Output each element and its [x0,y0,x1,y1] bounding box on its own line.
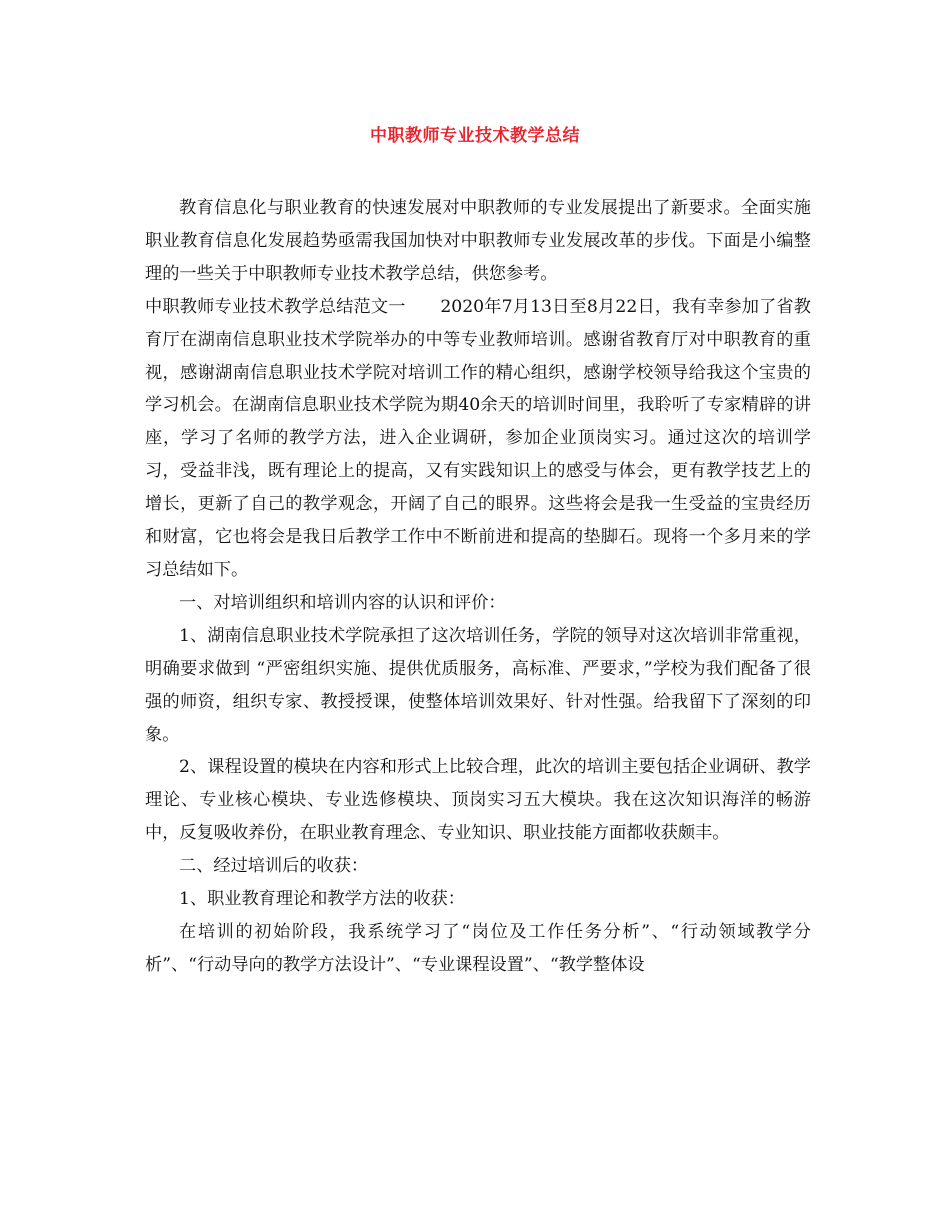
document-body [145,192,811,982]
paragraph-intro: 教育信息化与职业教育的快速发展对中职教师的专业发展提出了新要求。全面实施职业教育信息化发展趋势亟需我国加快对中职教师专业发展改革的步伐。下面是小编整理的一些关于中职教师专业技术教学总结，供您参考。 [145,198,811,284]
paragraph-point-one: 1、湖南信息职业技术学院承担了这次培训任务，学院的领导对这次培训非常重视，明确要求做到 “严密组织实施、提供优质服务，高标准、严要求，”学校为我们配备了很强的师资，组织专家、教授授课，使整体培训效果好、针对性强。给我留下了深刻的印象。 [145,625,811,745]
paragraph-training-start: 在培训的初始阶段，我系统学习了“岗位及工作任务分析”、“行动领域教学分析”、“行动导向的教学方法设计”、“专业课程设置”、“教学整体设 [145,921,811,975]
section-heading-two: 二、经过培训后的收获： [179,856,369,877]
document-title: 中职教师专业技术教学总结 [370,126,580,146]
paragraph-sample-one: 中职教师专业技术教学总结范文一 2020年7月13日至8月22日，我有幸参加了省教育厅在湖南信息职业技术学院举办的中等专业教师培训。感谢省教育厅对中职教育的重视，感谢湖南信息职业技术学院对培训工作的精心组织，感谢学校领导给我这个宝贵的学习机会。在湖南信息职业技术学院为期40余天的培训时间里，我聆听了专家精辟的讲座，学习了名师的教学方法，进入企业调研，参加企业顶岗实习。通过这次的培训学习，受益非浅，既有理论上的提高，又有实践知识上的感受与体会，更有教学技艺上的增长，更新了自己的教学观念，开阔了自己的眼界。这些将会是我一生受益的宝贵经历和财富，它也将会是我日后教学工作中不断前进和提高的垫脚石。现将一个多月来的学习总结如下。 [145,296,811,580]
paragraph-point-two: 2、课程设置的模块在内容和形式上比较合理，此次的培训主要包括企业调研、教学理论、专业核心模块、专业选修模块、顶岗实习五大模块。我在这次知识海洋的畅游中，反复吸收养份，在职业教育理念、专业知识、职业技能方面都收获颇丰。 [145,757,811,844]
subsection-heading-one: 1、职业教育理论和教学方法的收获： [179,889,465,910]
section-heading-one: 一、对培训组织和培训内容的认识和评价： [179,592,506,613]
